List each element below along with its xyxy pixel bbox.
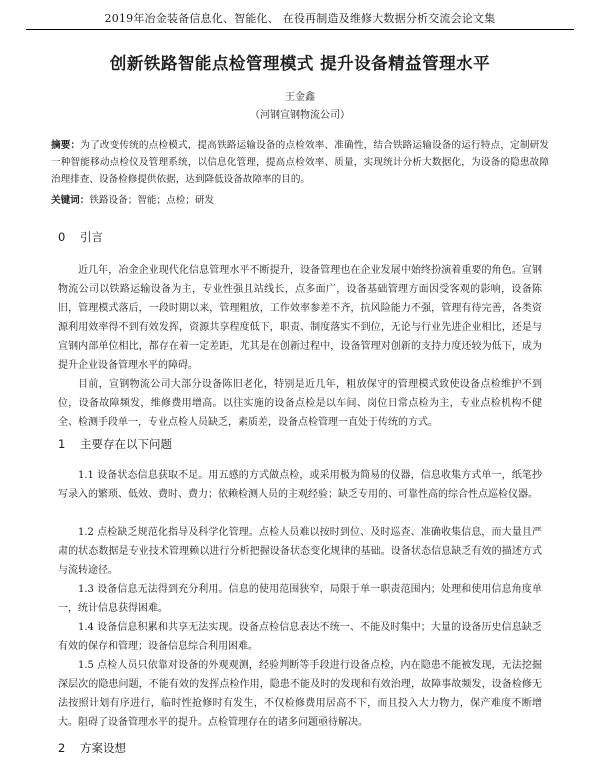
problem-paragraph: 1.1 设备状态信息获取不足。用五感的方式做点检，或采用极为简易的仪器，信息收集方式单一，纸笔抄写录入的繁琐、低效、费时、费力；依赖检测人员的主观经验；缺乏专用的、可靠性高的综合性点巡检仪器。 [58,470,542,500]
abstract-label: 摘要： [51,140,81,151]
abstract [51,137,549,188]
problem-paragraph: 1.5 点检人员只依靠对设备的外观观测，经验判断等手段进行设备点检，内在隐患不能被发现，无法挖掘深层次的隐患问题，不能有效的发挥点检作用，隐患不能及时的发现和有效治理，故障事故频发，设备检修无法按照计划有序进行，临时性抢修时有发生，不仅检修费用居高不下，而且投入大力物力，保产难度不断增大。阻碍了设备管理水平的提升。点检管理存在的诸多问题亟待解决。 [58,660,542,728]
keywords [51,192,549,209]
section-number: 1 [58,437,66,451]
section-title: 方案设想 [80,741,126,755]
author-name: 王金鑫 [285,92,315,103]
keywords-text: 铁路设备；智能；点检；研发 [89,195,215,206]
intro-paragraph: 近几年，冶金企业现代化信息管理水平不断提升，设备管理也在企业发展中始终扮演着重要的角色。宣钢物流公司以铁路运输设备为主，专业性强且站线长，点多面广，设备基础管理方面因受客观的影响，设备陈旧，管理模式落后，一段时期以来，管理粗放，工作效率参差不齐，抗风险能力不强，管理有待完善，各类资源利用效率得不到有效发挥，资源共享程度低下，职责、制度落实不到位，无论与行业先进企业相比，还是与宣钢内部单位相比，都存在着一定差距，尤其是在创新过程中，设备管理对创新的支持力度还较为低下，成为提升企业设备管理水平的障碍。 [58,265,542,371]
problem-paragraph: 1.3 设备信息无法得到充分利用。信息的使用范围狭窄，局限于单一职责范围内；处理和使用信息角度单一，统计信息获得困难。 [58,584,542,614]
abstract-text: 为了改变传统的点检模式，提高铁路运输设备的点检效率、准确性，结合铁路运输设备的运行特点，定制研发一种智能移动点检仪及管理系统，以信息化管理，提高点检效率、质量，实现统计分析大数据化，为设备的隐患故障治理排查、设备检修提供依据，达到降低设备故障率的目的。 [51,140,550,185]
section-title: 主要存在以下问题 [80,437,172,451]
paper-title: 创新铁路智能点检管理模式 提升设备精益管理水平 [109,54,491,73]
running-header: 2019年冶金装备信息化、智能化、 在役再制造及维修大数据分析交流会论文集 [104,12,496,25]
section-heading-intro [58,229,103,245]
section-heading-plan [58,740,126,756]
author-affiliation: （河钢宣钢物流公司） [250,110,350,121]
section-number: 2 [58,741,66,755]
intro-paragraph: 目前，宣钢物流公司大部分设备陈旧老化，特别是近几年，粗放保守的管理模式致使设备点检维护不到位，设备故障频发，维修费用增高。以往实施的设备点检是以车间、岗位日常点检为主，专业点检机构不健全、检测手段单一，专业点检人员缺乏，素质差，设备点检管理一直处于传统的方式。 [58,379,542,428]
keywords-label: 关键词： [51,195,90,206]
section-heading-problems [58,436,172,452]
problem-paragraph: 1.4 设备信息积累和共享无法实现。设备点检信息表达不统一、不能及时集中；大量的设备历史信息缺乏有效的保存和管理；设备信息综合利用困难。 [58,622,542,652]
section-number: 0 [58,230,66,244]
problem-paragraph: 1.2 点检缺乏规范化指导及科学化管理。点检人员难以按时到位、及时巡查、准确收集信息，而大量且严肃的状态数据是专业技术管理赖以进行分析把握设备状态变化规律的基础。设备状态信息缺乏有效的描述方式与流转途径。 [58,527,542,576]
header-rule [26,29,574,30]
section-title: 引言 [80,230,103,244]
